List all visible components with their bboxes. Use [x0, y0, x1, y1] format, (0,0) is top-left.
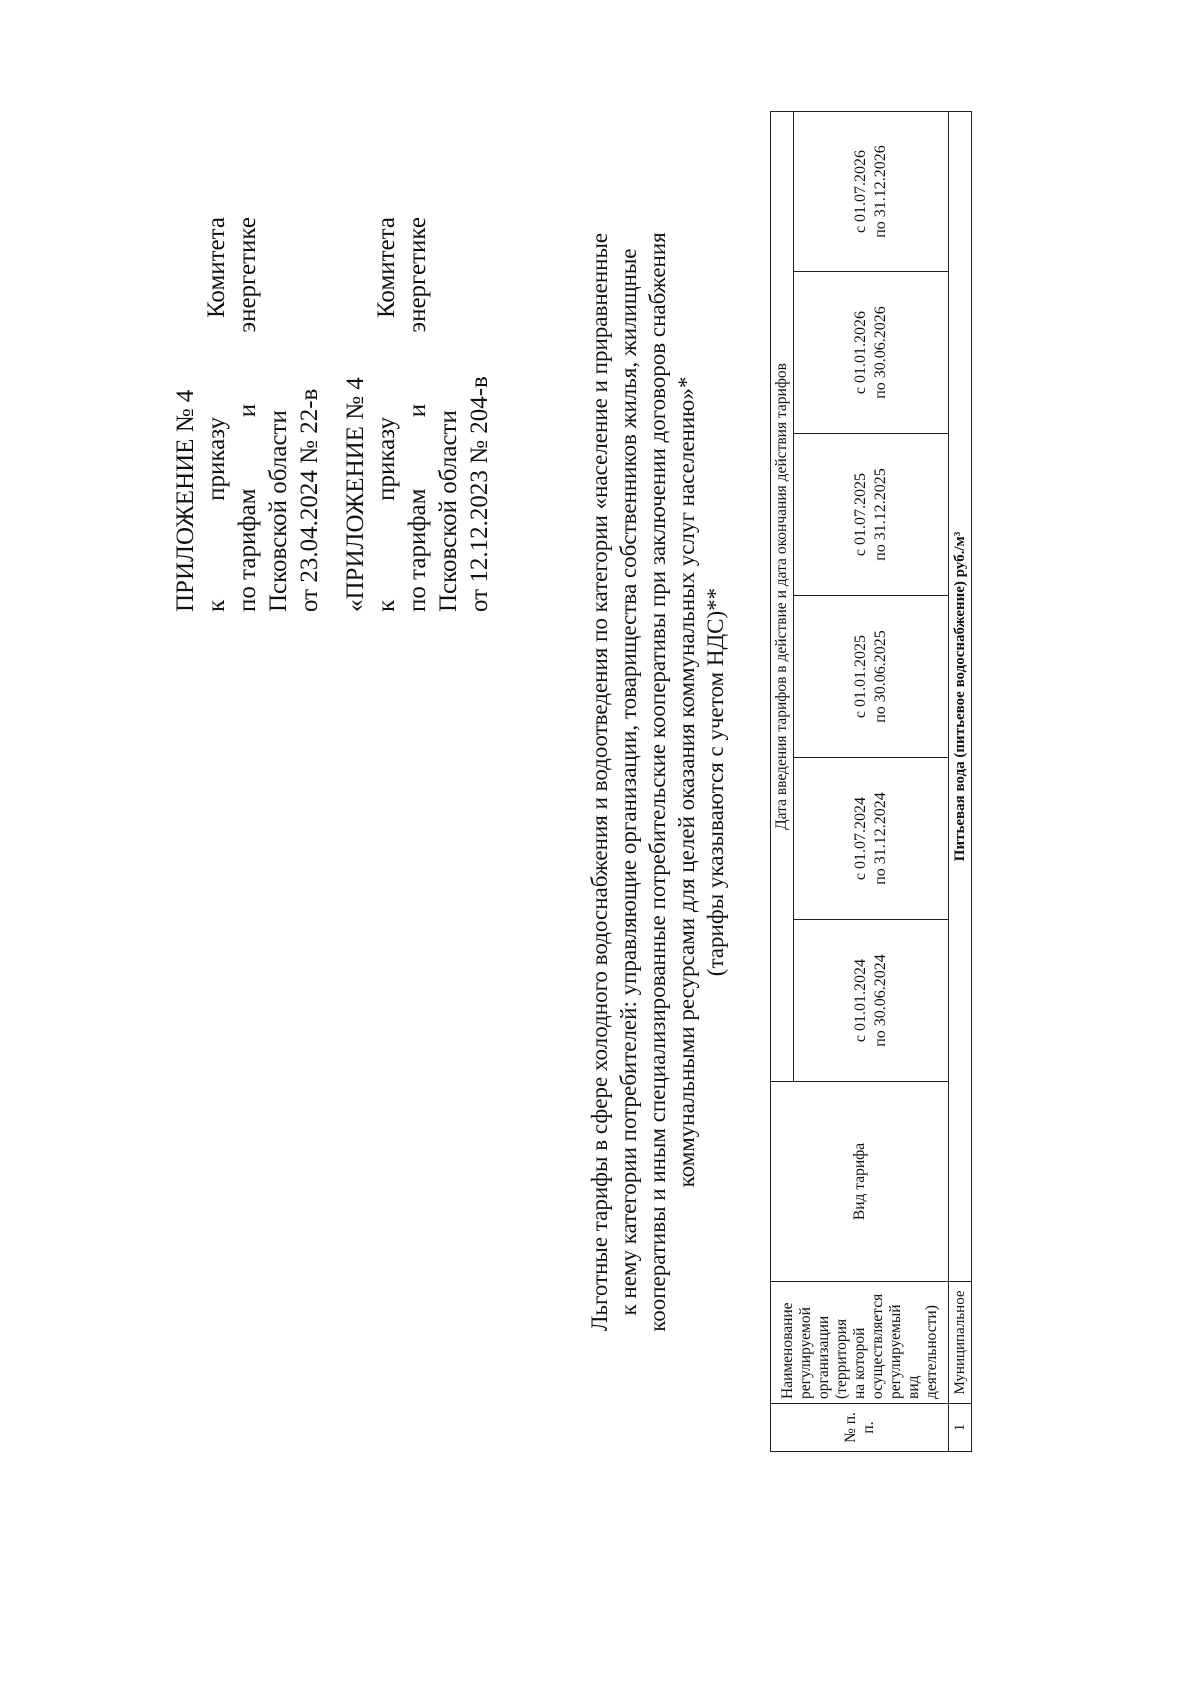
document-title: [585, 122, 730, 1442]
appendix-region: Псковской области: [435, 410, 462, 612]
row-number: 1: [949, 1404, 972, 1452]
appendix-word-prikazu: приказу: [203, 416, 230, 501]
appendix-word-energetike: энергетике: [234, 217, 261, 333]
appendix-title: ПРИЛОЖЕНИЕ № 4: [172, 389, 199, 612]
period-cell: с 01.01.2025 по 30.06.2025: [794, 596, 949, 758]
appendix-header-current: [170, 217, 325, 612]
header-organization: Наименование регулируемой организации (территория на которой осуществляется регулируемый вид деятельности): [771, 1282, 949, 1404]
appendix-word-i: и: [234, 403, 261, 418]
title-line-1: Льготные тарифы в сфере холодного водоснабжения и водоотведения по категории «население и приравненные: [587, 232, 612, 1332]
title-line-2: к нему категории потребителей: управляющие организации, товарищества собственников жилья, жилищные: [616, 248, 641, 1316]
appendix-word-i: и: [404, 403, 431, 418]
period-cell: с 01.01.2026 по 30.06.2026: [794, 272, 949, 434]
appendix-word-komiteta: Комитета: [203, 217, 230, 319]
appendix-date-number: от 12.12.2023 № 204-в: [466, 376, 493, 612]
title-line-3: кооперативы и иным специализированные потребительские кооперативы при заключении договоров снабжения: [645, 232, 670, 1332]
table-row: [949, 111, 972, 1451]
period-cell: с 01.07.2024 по 31.12.2024: [794, 758, 949, 920]
period-cell: с 01.07.2025 по 31.12.2025: [794, 434, 949, 596]
appendix-date-number: от 23.04.2024 № 22-в: [296, 388, 323, 612]
appendix-title: «ПРИЛОЖЕНИЕ № 4: [342, 377, 369, 612]
header-number: № п. п.: [771, 1404, 949, 1452]
appendix-word-k: к: [203, 599, 230, 612]
header-dates: Дата введения тарифов в действие и дата окончания действия тарифов: [771, 111, 794, 1081]
group-label: Питьевая вода (питьевое водоснабжение) руб./м³: [949, 111, 972, 1281]
period-cell: с 01.01.2024 по 30.06.2024: [794, 920, 949, 1082]
appendix-region: Псковской области: [265, 410, 292, 612]
title-line-4: коммунальными ресурсами для целей оказания коммунальных услуг населению»*: [674, 376, 699, 1188]
appendix-word-po-tarifam: по тарифам: [404, 488, 431, 612]
header-tariff-type: Вид тарифа: [771, 1082, 949, 1282]
appendix-word-energetike: энергетике: [404, 217, 431, 333]
tariff-table: [770, 111, 972, 1452]
appendix-word-po-tarifam: по тарифам: [234, 488, 261, 612]
appendix-word-k: к: [373, 599, 400, 612]
appendix-header-previous: [340, 217, 495, 612]
row-organization: Муниципальное: [949, 1282, 972, 1404]
appendix-word-komiteta: Комитета: [373, 217, 400, 319]
appendix-word-prikazu: приказу: [373, 416, 400, 501]
title-line-5-vat-note: (тарифы указываются с учетом НДС)**: [703, 587, 728, 977]
table-header-row: [771, 111, 794, 1451]
period-cell: с 01.07.2026 по 31.12.2026: [794, 111, 949, 271]
